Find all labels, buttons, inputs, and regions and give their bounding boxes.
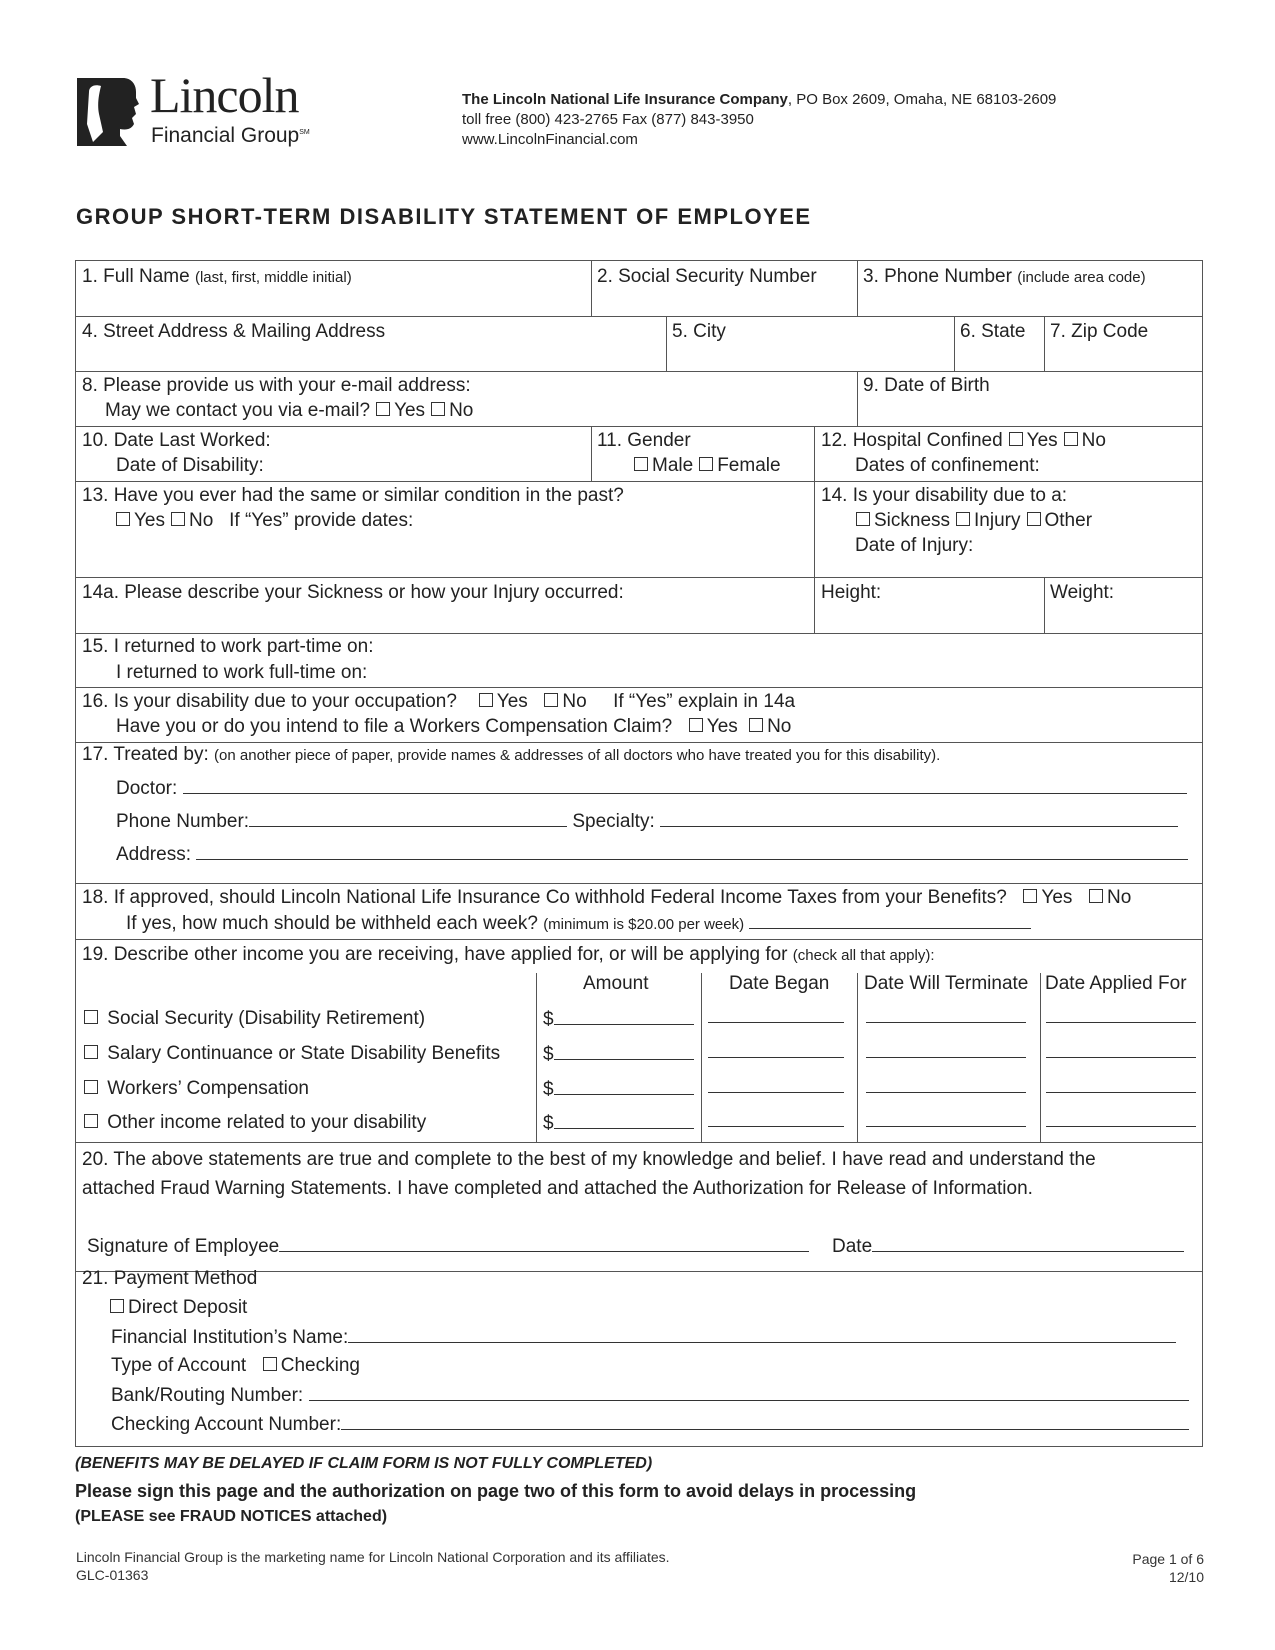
company-phone: toll free (800) 423-2765 Fax (877) 843-3950 <box>462 111 754 128</box>
date-began-blank[interactable] <box>708 1057 844 1058</box>
gender-label: 11. Gender <box>597 430 691 451</box>
lincoln-profile-logo-icon <box>73 74 139 146</box>
sickness-checkbox[interactable] <box>856 512 870 526</box>
field-specialty[interactable]: Specialty: <box>572 811 655 832</box>
withhold-yes-checkbox[interactable] <box>1023 889 1037 903</box>
marketing-note: Lincoln Financial Group is the marketing name for Lincoln National Corporation and its affiliates. <box>76 1549 670 1565</box>
field-date-of-disability[interactable]: Date of Disability: <box>116 455 264 476</box>
workers-comp-no-checkbox[interactable] <box>749 718 763 732</box>
date-applied-blank[interactable] <box>1046 1092 1196 1093</box>
other-checkbox[interactable] <box>1027 512 1041 526</box>
logo-subtitle: Financial Group℠ <box>151 124 310 147</box>
field-phone[interactable]: 3. Phone Number (include area code) <box>863 266 1146 287</box>
logo-wordmark: Lincoln <box>150 67 299 123</box>
gender-female-checkbox[interactable] <box>699 457 713 471</box>
company-name: The Lincoln National Life Insurance Company <box>462 91 788 108</box>
income-blank-row[interactable]: $ <box>543 1041 694 1067</box>
field-ssn[interactable]: 2. Social Security Number <box>597 266 817 287</box>
field-account-number[interactable]: Checking Account Number: <box>111 1411 1189 1437</box>
other-income-label: 19. Describe other income you are receiving, have applied for, or will be applying for (check all that apply): <box>82 944 935 965</box>
hospital-no-checkbox[interactable] <box>1064 432 1078 446</box>
occupation-question: 16. Is your disability due to your occupation? Yes No If “Yes” explain in 14a <box>82 691 796 712</box>
email-yes-checkbox[interactable] <box>376 402 390 416</box>
date-applied-blank[interactable] <box>1046 1126 1196 1127</box>
field-zip[interactable]: 7. Zip Code <box>1050 321 1149 342</box>
income-salary-continuance: Salary Continuance or State Disability Benefits <box>78 1041 500 1066</box>
col-date-will-terminate: Date Will Terminate <box>864 973 1029 994</box>
field-doctor-phone[interactable]: Phone Number: Specialty: <box>116 808 1178 834</box>
field-full-name[interactable]: 1. Full Name (last, first, middle initial) <box>82 266 352 287</box>
date-applied-blank[interactable] <box>1046 1022 1196 1023</box>
field-date-last-worked[interactable]: 10. Date Last Worked: <box>82 430 271 451</box>
col-date-began: Date Began <box>729 973 830 994</box>
gender-options: Male Female <box>628 453 781 478</box>
workers-comp-yes-checkbox[interactable] <box>689 718 703 732</box>
company-info <box>462 90 1056 150</box>
disability-cause-label: 14. Is your disability due to a: <box>821 485 1068 506</box>
field-street-address[interactable]: 4. Street Address & Mailing Address <box>82 321 386 342</box>
withhold-no-checkbox[interactable] <box>1089 889 1103 903</box>
field-sickness-description[interactable]: 14a. Please describe your Sickness or how your Injury occurred: <box>82 582 624 603</box>
income-social-security: Social Security (Disability Retirement) <box>78 1006 425 1031</box>
field-dates-of-confinement[interactable]: Dates of confinement: <box>855 455 1040 476</box>
income-workers-comp: Workers’ Compensation <box>78 1076 309 1101</box>
disability-cause-options: Sickness Injury Other <box>850 508 1092 533</box>
income-blank-row[interactable]: $ <box>543 1006 694 1032</box>
date-terminate-blank[interactable] <box>866 1057 1026 1058</box>
fraud-notice: (PLEASE see FRAUD NOTICES attached) <box>75 1508 388 1525</box>
direct-deposit-checkbox[interactable] <box>110 1299 124 1313</box>
field-state[interactable]: 6. State <box>960 321 1026 342</box>
similar-condition-options: Yes No If “Yes” provide dates: <box>110 508 413 533</box>
workers-comp-checkbox[interactable] <box>84 1080 98 1094</box>
occupation-yes-checkbox[interactable] <box>479 693 493 707</box>
field-returned-full-time[interactable]: I returned to work full-time on: <box>116 662 368 683</box>
income-other: Other income related to your disability <box>78 1110 426 1135</box>
field-email[interactable]: 8. Please provide us with your e-mail address: <box>82 375 471 396</box>
similar-yes-checkbox[interactable] <box>116 512 130 526</box>
field-returned-part-time[interactable]: 15. I returned to work part-time on: <box>82 636 374 657</box>
social-security-checkbox[interactable] <box>84 1010 98 1024</box>
field-date-of-birth[interactable]: 9. Date of Birth <box>863 375 990 396</box>
date-began-blank[interactable] <box>708 1126 844 1127</box>
email-contact-question: May we contact you via e-mail? Yes No <box>105 400 474 421</box>
form-title: GROUP SHORT-TERM DISABILITY STATEMENT OF EMPLOYEE <box>76 204 812 229</box>
hospital-yes-checkbox[interactable] <box>1009 432 1023 446</box>
account-type: Type of Account Checking <box>111 1355 360 1376</box>
salary-continuance-checkbox[interactable] <box>84 1045 98 1059</box>
date-terminate-blank[interactable] <box>866 1022 1026 1023</box>
revision-date: 12/10 <box>1168 1569 1204 1585</box>
withhold-taxes-question: 18. If approved, should Lincoln National Life Insurance Co withhold Federal Income Taxes from your Benefits? Yes No <box>82 887 1132 908</box>
footer-legal <box>76 1548 670 1584</box>
field-doctor[interactable]: Doctor: <box>116 775 1187 801</box>
certification-line-1: 20. The above statements are true and complete to the best of my knowledge and belief. I have read and understand the <box>82 1149 1096 1170</box>
page-number: Page 1 of 6 <box>1132 1551 1204 1567</box>
delay-warning: (BENEFITS MAY BE DELAYED IF CLAIM FORM IS NOT FULLY COMPLETED) <box>75 1455 653 1472</box>
treated-by-label: 17. Treated by: (on another piece of paper, provide names & addresses of all doctors who have treated you for this disability). <box>82 744 941 765</box>
income-blank-row[interactable]: $ <box>543 1110 694 1136</box>
other-income-checkbox[interactable] <box>84 1114 98 1128</box>
email-no-checkbox[interactable] <box>431 402 445 416</box>
gender-male-checkbox[interactable] <box>634 457 648 471</box>
checking-checkbox[interactable] <box>263 1357 277 1371</box>
field-city[interactable]: 5. City <box>672 321 726 342</box>
field-weight[interactable]: Weight: <box>1050 582 1115 603</box>
page-info <box>1100 1550 1204 1586</box>
company-website: www.LincolnFinancial.com <box>462 131 638 148</box>
field-financial-institution[interactable]: Financial Institution’s Name: <box>111 1324 1176 1350</box>
workers-comp-question: Have you or do you intend to file a Workers Compensation Claim? Yes No <box>116 716 792 737</box>
field-employee-signature[interactable]: Signature of Employee <box>87 1233 809 1259</box>
date-terminate-blank[interactable] <box>866 1092 1026 1093</box>
col-amount: Amount <box>583 973 649 994</box>
hospital-confined: 12. Hospital Confined Yes No <box>821 430 1106 451</box>
form-number: GLC-01363 <box>76 1567 149 1583</box>
injury-checkbox[interactable] <box>956 512 970 526</box>
direct-deposit-option: Direct Deposit <box>104 1295 247 1320</box>
date-began-blank[interactable] <box>708 1092 844 1093</box>
col-date-applied-for: Date Applied For <box>1045 973 1187 994</box>
similar-no-checkbox[interactable] <box>171 512 185 526</box>
income-blank-row[interactable]: $ <box>543 1076 694 1102</box>
field-routing-number[interactable]: Bank/Routing Number: <box>111 1382 1189 1408</box>
field-height[interactable]: Height: <box>821 582 882 603</box>
similar-condition-question: 13. Have you ever had the same or similar condition in the past? <box>82 485 624 506</box>
field-withholding-amount[interactable]: If yes, how much should be withheld each week? (minimum is $20.00 per week) <box>126 910 1031 937</box>
field-doctor-address[interactable]: Address: <box>116 841 1188 867</box>
date-began-blank[interactable] <box>708 1022 844 1023</box>
company-address: , PO Box 2609, Omaha, NE 68103-2609 <box>787 91 1057 108</box>
payment-method-label: 21. Payment Method <box>82 1268 258 1289</box>
occupation-no-checkbox[interactable] <box>544 693 558 707</box>
date-terminate-blank[interactable] <box>866 1126 1026 1127</box>
sign-instruction: Please sign this page and the authorization on page two of this form to avoid delays in processing <box>75 1481 917 1501</box>
certification-line-2: attached Fraud Warning Statements. I have completed and attached the Authorization for Release of Information. <box>82 1178 1033 1199</box>
field-signature-date[interactable]: Date <box>832 1233 1184 1259</box>
field-date-of-injury[interactable]: Date of Injury: <box>855 535 974 556</box>
date-applied-blank[interactable] <box>1046 1057 1196 1058</box>
